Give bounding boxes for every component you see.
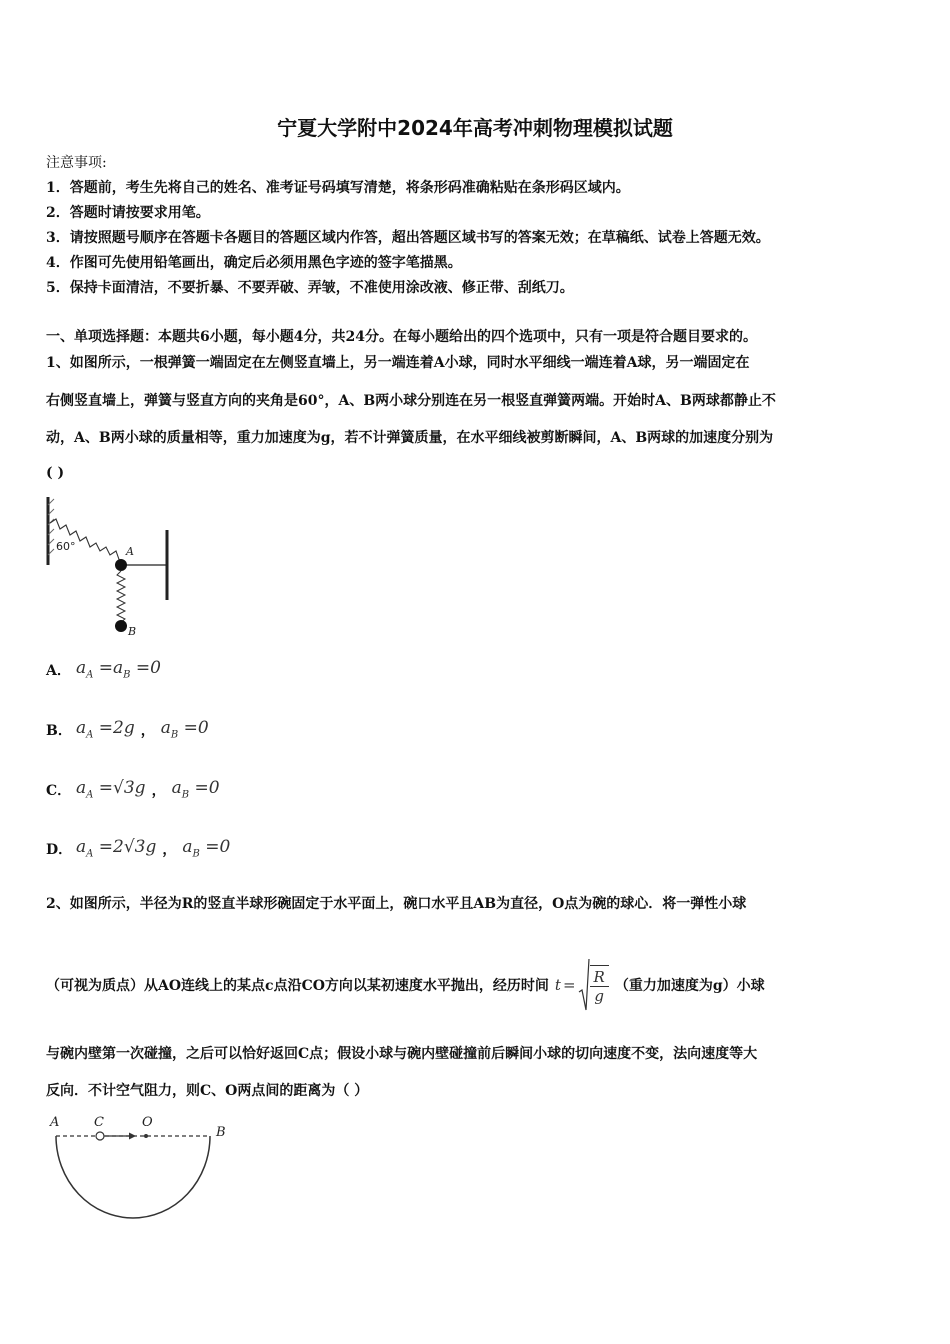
notes-heading: 注意事项: [46, 155, 107, 171]
question-1-line: ( ) [46, 465, 65, 481]
time-formula: t = R g [555, 958, 609, 1012]
ball-a-label: A [126, 545, 134, 558]
angle-label: 60° [56, 540, 76, 553]
option-formula-b: $a_B =0$ [160, 718, 209, 741]
sqrt-symbol [578, 958, 590, 1012]
option-formula: $a_A =a_B =0$ [76, 658, 161, 681]
option-formula: $a_A =2√3g$ [76, 837, 157, 860]
question-2-line: 与碗内壁第一次碰撞，之后可以恰好返回C点；假设小球与碗内壁碰撞前后瞬间小球的切向速度不变，法向速度等大 [46, 1046, 758, 1062]
option-formula-b: $a_B =0$ [182, 837, 231, 860]
option-a[interactable] [46, 658, 161, 680]
question-1-line: 右侧竖直墙上，弹簧与竖直方向的夹角是60°，A、B两小球分别连在另一根竖直弹簧两端。开始时A、B两球都静止不 [46, 393, 776, 409]
option-c[interactable]: C． $a_A =√3g$ ， $a_B =0$ [46, 778, 220, 801]
note-item: 1．答题前，考生先将自己的姓名、准考证号码填写清楚，将条形码准确粘贴在条形码区域内。 [46, 180, 630, 196]
option-formula: $a_A =√3g$ [76, 778, 146, 801]
option-label: D． [46, 842, 73, 859]
question-2-figure [44, 1110, 244, 1225]
question-2-line: 2、如图所示，半径为R的竖直半球形碗固定于水平面上，碗口水平且AB为直径，O点为碗的球心．将一弹性小球 [46, 896, 747, 912]
point-b-label: B [216, 1125, 226, 1140]
point-o-label: O [142, 1115, 153, 1130]
point-a-label: A [50, 1115, 60, 1130]
note-item: 4．作图可先使用铅笔画出，确定后必须用黑色字迹的签字笔描黑。 [46, 255, 462, 271]
option-label: A． [46, 663, 71, 680]
section-heading: 一、单项选择题：本题共6小题，每小题4分，共24分。在每小题给出的四个选项中，只有一项是符合题目要求的。 [46, 329, 757, 345]
note-item: 3．请按照题号顺序在答题卡各题目的答题区域内作答，超出答题区域书写的答案无效；在草稿纸、试卷上答题无效。 [46, 230, 770, 246]
option-d[interactable]: D． $a_A =2√3g$ ， $a_B =0$ [46, 837, 231, 860]
option-label: B． [46, 723, 72, 740]
option-formula: $a_A =2g$ [76, 718, 135, 741]
option-formula-b: $a_B =0$ [171, 778, 220, 801]
note-item: 2．答题时请按要求用笔。 [46, 205, 210, 221]
question-2-line: 反向．不计空气阻力，则C、O两点间的距离为（ ） [46, 1083, 369, 1099]
point-c-label: C [94, 1115, 104, 1130]
option-label: C． [46, 783, 72, 800]
note-item: 5．保持卡面清洁，不要折暴、不要弄破、弄皱，不准使用涂改液、修正带、刮纸刀。 [46, 280, 574, 296]
ball-b-label: B [128, 625, 137, 638]
option-b[interactable]: B． $a_A =2g$ ， $a_B =0$ [46, 718, 209, 741]
question-2-line: （可视为质点）从AO连线上的某点c点沿CO方向以某初速度水平抛出，经历时间 t = R g （重力加速度为g）小球 [46, 958, 765, 1012]
question-1-line: 动，A、B两小球的质量相等，重力加速度为g，若不计弹簧质量，在水平细线被剪断瞬间，A、B两球的加速度分别为 [46, 430, 774, 446]
page-title: 宁夏大学附中2024年高考冲刺物理模拟试题 [277, 116, 673, 140]
question-1-figure [40, 495, 180, 640]
question-1-line: 1、如图所示，一根弹簧一端固定在左侧竖直墙上，另一端连着A小球，同时水平细线一端连着A球，另一端固定在 [46, 355, 750, 371]
